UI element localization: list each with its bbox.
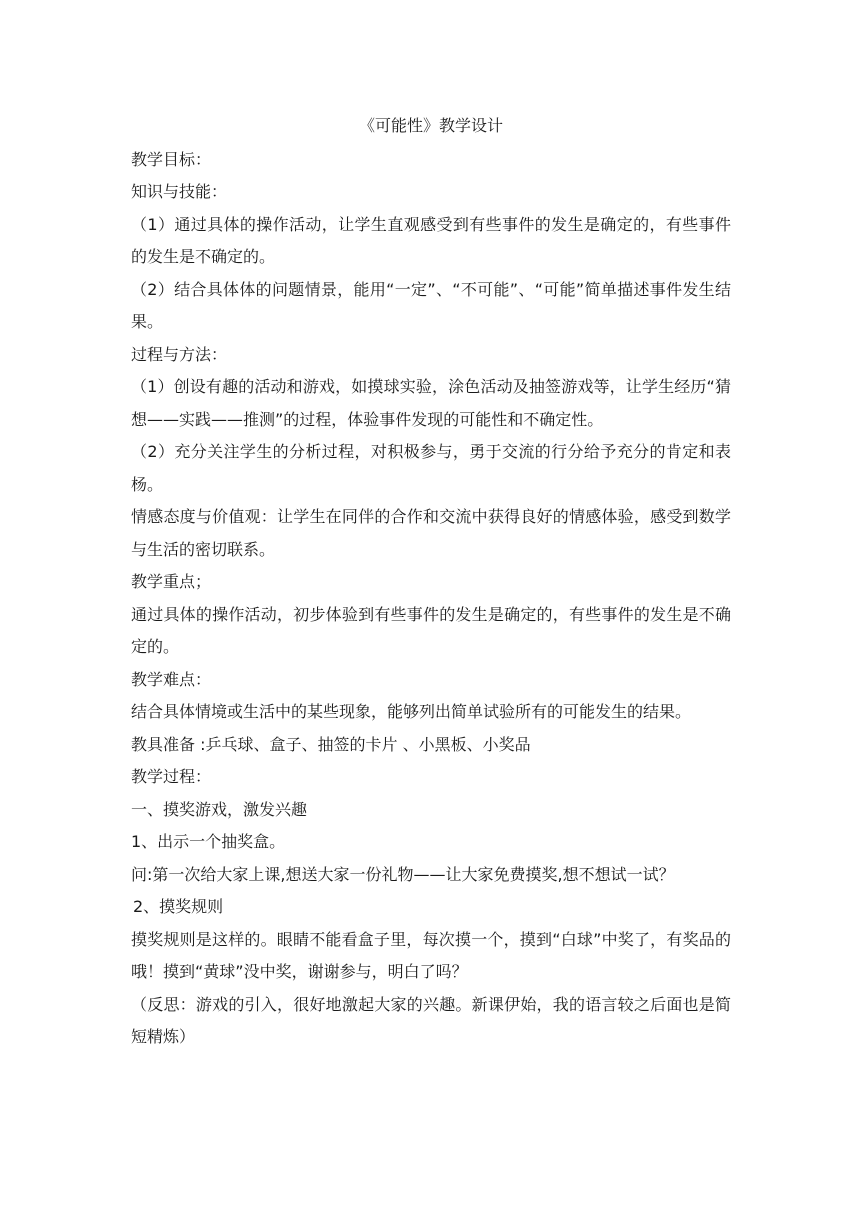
teaching-process-heading: 教学过程： xyxy=(131,767,212,786)
key-points-heading: 教学重点； xyxy=(131,572,212,591)
question-text: 问:第一次给大家上课,想送大家一份礼物——让大家免费摸奖,想不想试一试？ xyxy=(131,864,675,884)
section-one-heading: 一、摸奖游戏，激发兴趣 xyxy=(131,799,308,819)
teaching-goals-heading: 教学目标： xyxy=(131,149,212,169)
rules-text: 摸奖规则是这样的。眼睛不能看盒子里，每次摸一个，摸到“白球”中奖了，有奖品的哦！摸到“黄球”没中奖，谢谢参与，明白了吗？ xyxy=(131,929,731,981)
reflection-text: （反思：游戏的引入，很好地激起大家的兴趣。新课伊始，我的语言较之后面也是简短精炼） xyxy=(131,994,731,1046)
process-item-1: （1）创设有趣的活动和游戏，如摸球实验，涂色活动及抽签游戏等，让学生经历“猜想——实践——推测”的过程，体验事件发现的可能性和不确定性。 xyxy=(131,377,731,429)
knowledge-skills-heading: 知识与技能： xyxy=(131,182,228,201)
emotion-values-paragraph: 情感态度与价值观：让学生在同伴的合作和交流中获得良好的情感体验，感受到数学与生活的密切联系。 xyxy=(131,507,731,559)
document-body xyxy=(131,110,731,1054)
key-points-text: 通过具体的操作活动，初步体验到有些事件的发生是确定的，有些事件的发生是不确定的。 xyxy=(131,604,731,656)
document-title: 《可能性》教学设计 xyxy=(358,116,503,135)
step-two-text: 2、摸奖规则 xyxy=(133,897,224,916)
step-one-text: 1、出示一个抽奖盒。 xyxy=(131,832,286,851)
difficulties-text: 结合具体情境或生活中的某些现象，能够列出简单试验所有的可能发生的结果。 xyxy=(131,702,692,721)
process-item-2: （2）充分关注学生的分析过程，对积极参与，勇于交流的行分给予充分的肯定和表杨。 xyxy=(131,442,731,494)
process-method-heading: 过程与方法： xyxy=(131,344,228,364)
knowledge-item-1: （1）通过具体的操作活动，让学生直观感受到有些事件的发生是确定的，有些事件的发生是不确定的。 xyxy=(131,214,731,266)
difficulties-heading: 教学难点： xyxy=(131,669,212,689)
knowledge-item-2: （2）结合具体体的问题情景，能用“一定”、“不可能”、“可能”简单描述事件发生结果。 xyxy=(131,279,731,331)
teaching-aids-text: 教具准备 :乒乓球、盒子、抽签的卡片 、小黑板、小奖品 xyxy=(131,734,531,754)
